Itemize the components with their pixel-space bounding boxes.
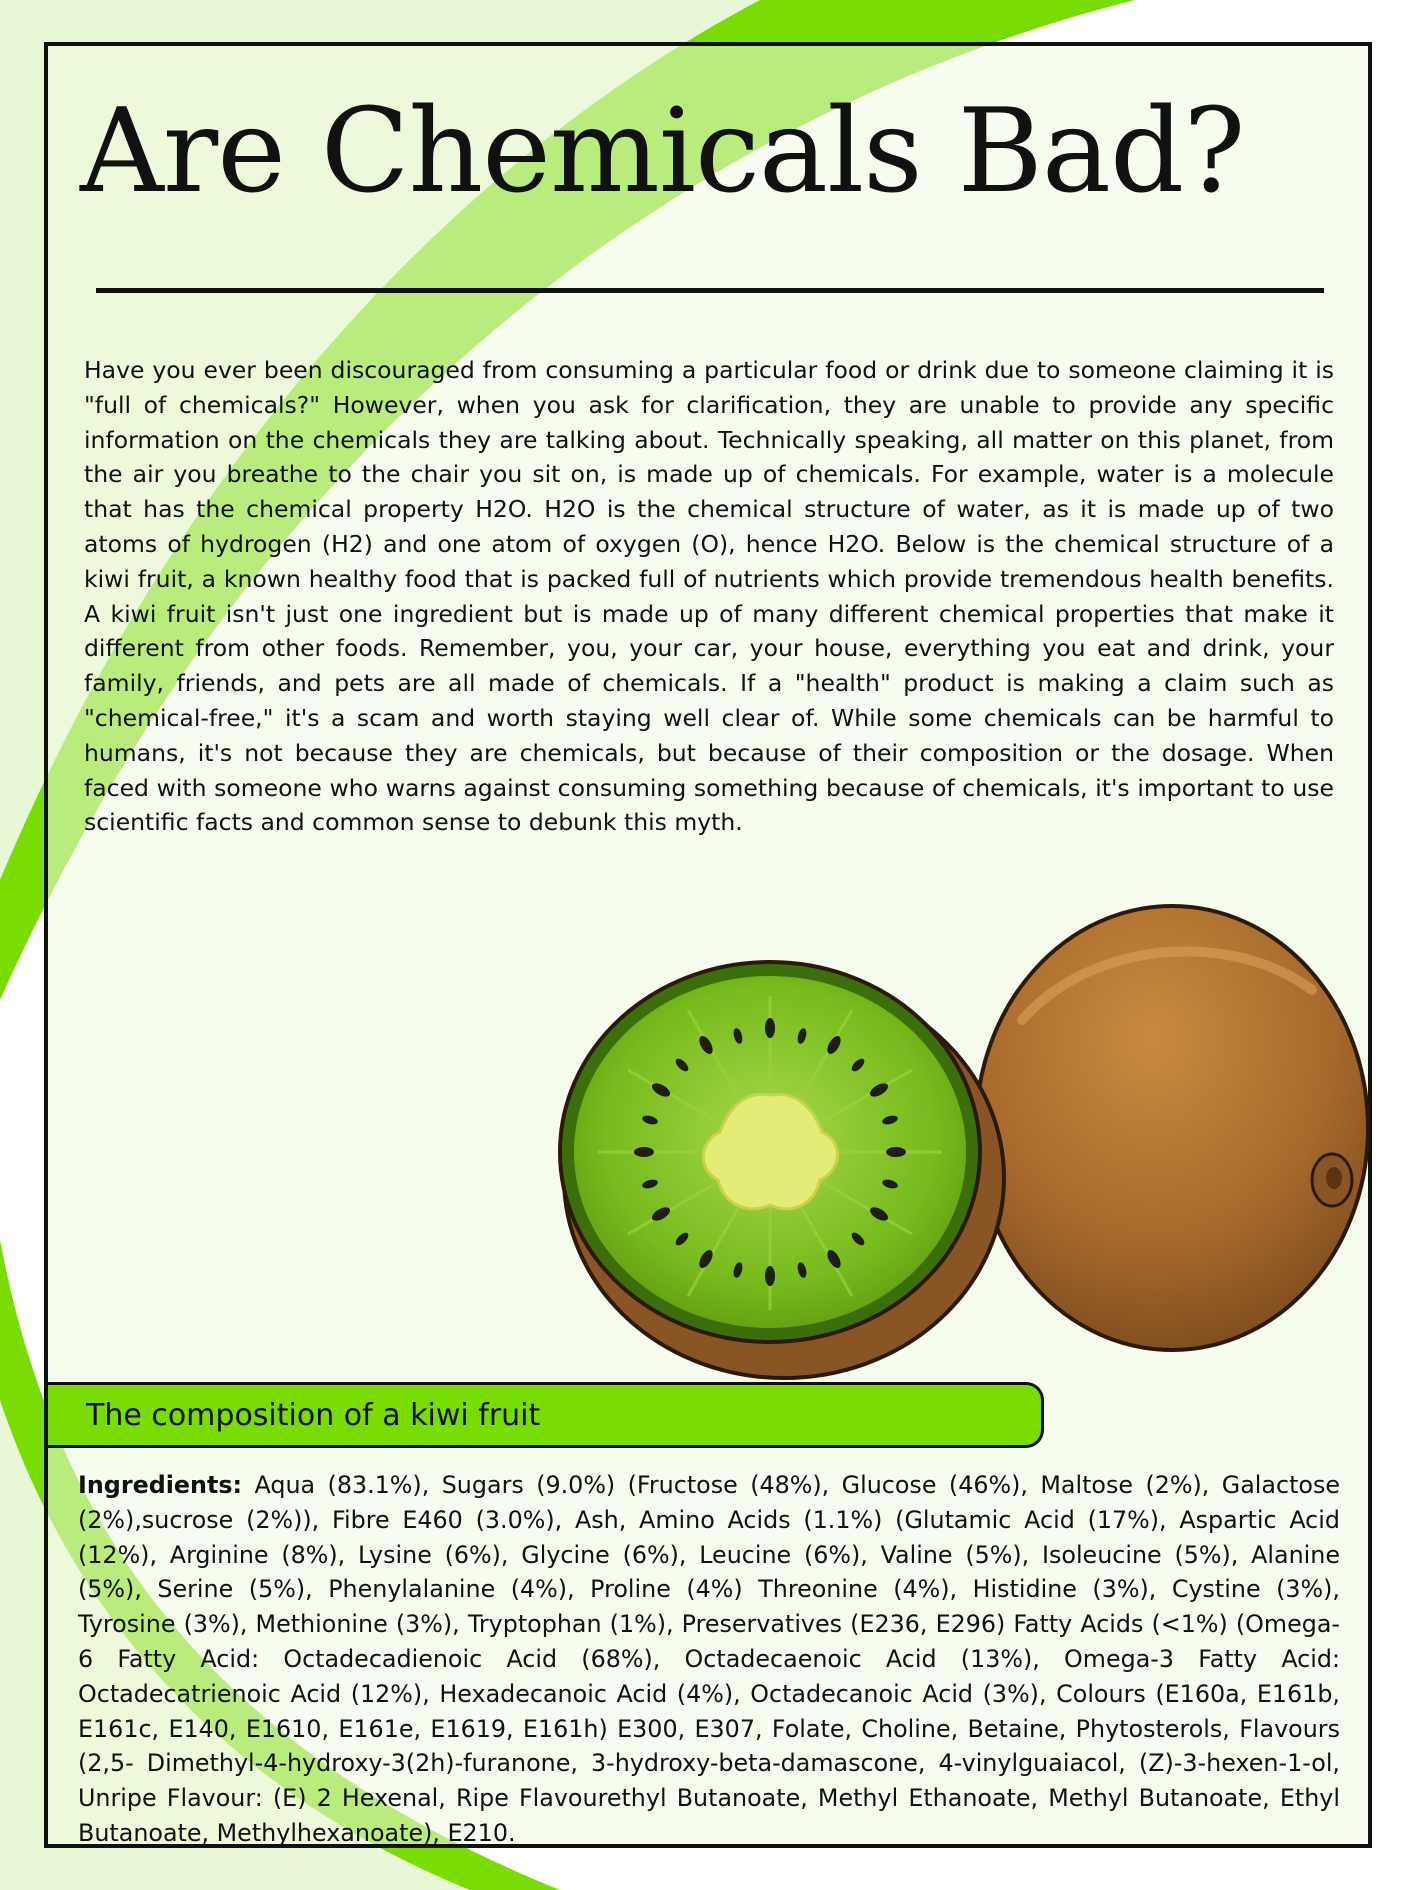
kiwi-illustration xyxy=(552,900,1372,1380)
ingredients-text: Aqua (83.1%), Sugars (9.0%) (Fructose (48%), Glucose (46%), Maltose (2%), Galactose (2%),sucrose (2%)), Fibre E460 (3.0%), Ash, Amino Acids (1.1%) (Glutamic Acid (17%), Aspartic Acid (12%), Arginine (8%), Lysine (6%), Glycine (6%), Leucine (6%), Valine (5%), Isoleucine (5%), Alanine (5%), Serine (5%), Phenylalanine (4%), Proline (4%) Threonine (4%), Histidine (3%), Cystine (3%), Tyrosine (3%), Methionine (3%), Tryptophan (1%), Preservatives (E236, E296) Fatty Acids (<1%) (Omega-6 Fatty Acid: Octadecadienoic Acid (68%), Octadecaenoic Acid (13%), Omega-3 Fatty Acid: Octadecatrienoic Acid (12%), Hexadecanoic Acid (4%), Octadecanoic Acid (3%), Colours (E160a, E161b, E161c, E140, E1610, E161e, E1619, E161h) E300, E307, Folate, Choline, Betaine, Phytosterols, Flavours (2,5- Dimethyl-4-hydroxy-3(2h)-furanone, 3-hydroxy-beta-damascone, 4-vinylguaiacol, (Z)-3-hexen-1-ol, Unripe Flavour: (E) 2 Hexenal, Ripe Flavourethyl Butanoate, Methyl Ethanoate, Methyl Butanoate, Ethyl Butanoate, Methylhexanoate), E210. xyxy=(78,1471,1340,1847)
kiwi-whole-icon xyxy=(976,906,1368,1350)
intro-paragraph: Have you ever been discouraged from consuming a particular food or drink due to someone claiming it is "full of chemicals?" However, when you ask for clarification, they are unable to provide any specific information on the chemicals they are talking about. Technically speaking, all matter on this planet, from the air you breathe to the chair you sit on, is made up of chemicals. For example, water is a molecule that has the chemical property H2O. H2O is the chemical structure of water, as it is made up of two atoms of hydrogen (H2) and one atom of oxygen (O), hence H2O. Below is the chemical structure of a kiwi fruit, a known healthy food that is packed full of nutrients which provide tremendous health benefits. A kiwi fruit isn't just one ingredient but is made up of many different chemical properties that make it different from other foods. Remember, you, your car, your house, everything you eat and drink, your family, friends, and pets are all made of chemicals. If a "health" product is making a claim such as "chemical-free," it's a scam and worth staying well clear of. While some chemicals can be harmful to humans, it's not because they are chemicals, but because of their composition or the dosage. When faced with someone who warns against consuming something because of chemicals, it's important to use scientific facts and common sense to debunk this myth. xyxy=(84,356,1334,837)
composition-title: The composition of a kiwi fruit xyxy=(86,1398,541,1433)
title-divider xyxy=(96,288,1324,293)
ingredients-label: Ingredients: xyxy=(78,1471,243,1499)
page-title: Are Chemicals Bad? xyxy=(80,84,1245,219)
kiwi-half-icon xyxy=(560,962,1004,1378)
ingredients-paragraph xyxy=(78,1468,1340,1851)
